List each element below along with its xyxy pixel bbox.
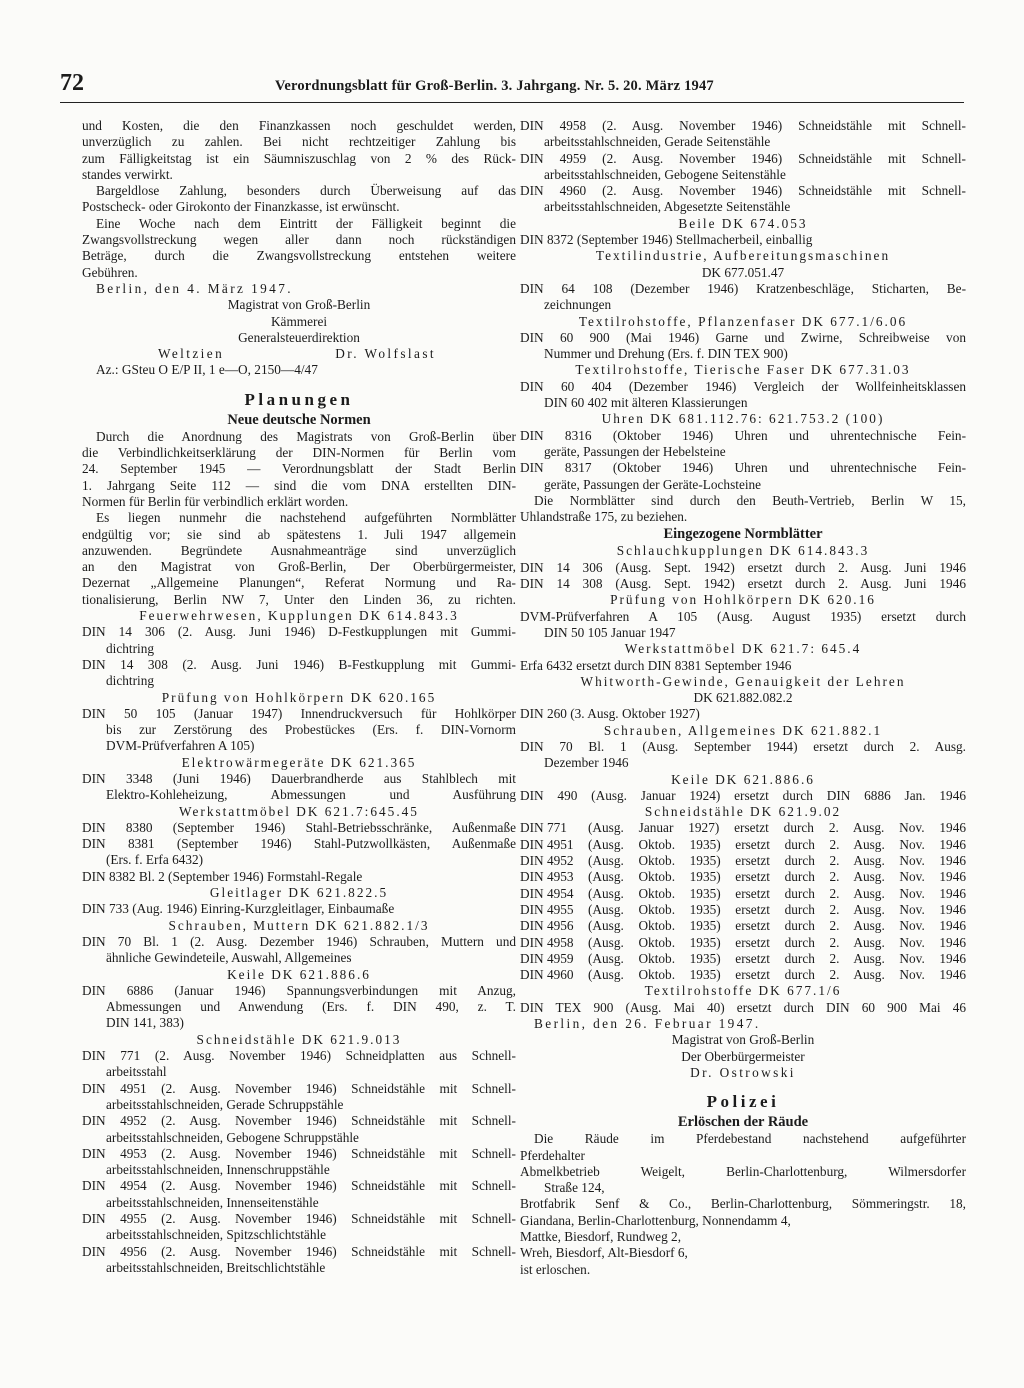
category-heading: Keile DK 621.886.6: [671, 771, 815, 787]
category-heading: Schneidstähle DK 621.9.013: [196, 1031, 402, 1047]
norm-entry: ähnliche Gewindeteile, Auswahl, Allgemeines: [106, 950, 352, 966]
withdrawn-norm-row: [520, 886, 966, 902]
norm-entry: arbeitsstahlschneiden, Innenschruppstähle: [106, 1162, 330, 1178]
norm-replacement: (Ausg. Oktob. 1935) ersetzt durch 2. Ausg. Nov. 1946: [588, 967, 966, 983]
norm-entry: dichtring: [106, 640, 155, 656]
category-heading: Feuerwehrwesen, Kupplungen DK 614.843.3: [139, 608, 459, 624]
norm-entry: arbeitsstahlschneiden, Gerade Schruppstähle: [106, 1096, 344, 1112]
section-title: Planungen: [244, 389, 354, 409]
category-heading: Schrauben, Muttern DK 621.882.1/3: [168, 917, 430, 933]
text-line: Normen für Berlin für verbindlich erklärt worden.: [82, 493, 349, 509]
category-heading: Uhren DK 681.112.76: 621.753.2 (100): [601, 411, 885, 427]
text-line: Brotfabrik Senf & Co., Berlin-Charlottenburg, Sömmeringstr. 18,: [520, 1196, 966, 1212]
norm-entry: DIN 8381 (September 1946) Stahl-Putzwollkästen, Außenmaße: [82, 836, 516, 852]
norm-entry: arbeitsstahlschneiden, Gebogene Seitenstähle: [544, 166, 786, 182]
place-date: Berlin, den 4. März 1947.: [96, 280, 294, 296]
norm-entry: Elektro-Kohleheizung, Abmessungen und Ausführung: [106, 787, 516, 803]
norm-replacement: (Ausg. Oktob. 1935) ersetzt durch 2. Ausg. Nov. 1946: [588, 934, 966, 950]
page-header: [60, 72, 964, 103]
text-line: Die Normblätter sind durch den Beuth-Vertrieb, Berlin W 15,: [534, 492, 966, 508]
text-line: Zwangsvollstreckung wegen aller dann noch rückständigen: [82, 232, 516, 248]
text-line: Eine Woche nach dem Eintritt der Fälligkeit beginnt die: [96, 215, 516, 231]
category-heading: Schlauchkupplungen DK 614.843.3: [616, 543, 870, 559]
authority-line: Der Oberbürgermeister: [681, 1048, 805, 1064]
norm-entry: arbeitsstahlschneiden, Innenseitenstähle: [106, 1194, 319, 1210]
norm-replacement: (Ausg. Oktob. 1935) ersetzt durch 2. Ausg. Nov. 1946: [588, 901, 966, 917]
category-heading: Schneidstähle DK 621.9.02: [644, 804, 842, 820]
norm-replacement: (Ausg. Oktob. 1935) ersetzt durch 2. Ausg. Nov. 1946: [588, 918, 966, 934]
text-line: tionalisierung, Berlin NW 7, Unter den Linden 36, zu richten.: [82, 591, 516, 607]
subsection-title: Neue deutsche Normen: [227, 411, 371, 428]
norm-entry: (Ers. f. Erfa 6432): [106, 852, 204, 868]
norm-entry: arbeitsstahlschneiden, Gebogene Schruppstähle: [106, 1129, 359, 1145]
norm-entry: DIN 8317 (Oktober 1946) Uhren und uhrentechnische Fein-: [520, 460, 966, 476]
withdrawn-cutter-list: [520, 820, 966, 983]
authority-line: Magistrat von Groß-Berlin: [671, 1032, 815, 1048]
text-line: Postscheck- oder Girokonto der Finanzkasse, ist erwünscht.: [82, 199, 400, 215]
withdrawn-norm-row: [520, 869, 966, 885]
norm-entry: DIN 14 308 (Ausg. Sept. 1942) ersetzt durch 2. Ausg. Juni 1946: [520, 576, 966, 592]
norm-entry: geräte, Passungen der Geräte-Lochsteine: [544, 476, 762, 492]
text-line: an den Magistrat von Groß-Berlin, Der Oberbürgermeister,: [82, 559, 516, 575]
norm-number: DIN 4956: [520, 918, 574, 934]
norm-entry: DIN 490 (Ausg. Januar 1924) ersetzt durch DIN 6886 Jan. 1946: [520, 787, 966, 803]
norm-entry: DIN 6886 (Januar 1946) Spannungsverbindungen mit Anzug,: [82, 982, 516, 998]
norm-entry: DVM-Prüfverfahren A 105 (Ausg. August 1935) ersetzt durch: [520, 608, 966, 624]
text-line: Bargeldlose Zahlung, besonders durch Überweisung auf das: [96, 183, 516, 199]
norm-entry: zeichnungen: [544, 297, 612, 313]
norm-entry: DIN 141, 383): [106, 1015, 184, 1031]
text-line: endgültig vor; sie sind ab spätestens 1. Juli 1947 allgemein: [82, 526, 516, 542]
norm-number: DIN 4960: [520, 967, 574, 983]
text-line: Gebühren.: [82, 264, 138, 280]
norm-number: DIN 4958: [520, 934, 574, 950]
norm-entry: DIN 64 108 (Dezember 1946) Kratzenbeschläge, Sticharten, Be-: [520, 280, 966, 296]
norm-entry: DIN 733 (Aug. 1946) Einring-Kurzgleitlager, Einbaumaße: [82, 901, 395, 917]
left-column: [82, 118, 516, 1276]
norm-entry: DIN 60 402 mit älteren Klassierungen: [544, 395, 748, 411]
category-heading: Beile DK 674.053: [678, 215, 808, 231]
police-section-title: Polizei: [706, 1092, 780, 1112]
norm-entry: DIN 60 404 (Dezember 1946) Vergleich der Wollfeinheitsklassen: [520, 378, 966, 394]
norm-entry: arbeitsstahlschneiden, Abgesetzte Seitenstähle: [544, 199, 791, 215]
norm-entry: DIN 4951 (2. Ausg. November 1946) Schneidstähle mit Schnell-: [82, 1080, 516, 1096]
category-heading: Textilrohstoffe, Pflanzenfaser DK 677.1/6.06: [578, 313, 908, 329]
category-heading: Whitworth-Gewinde, Genauigkeit der Lehren: [580, 673, 906, 689]
norm-entry: Abmessungen und Anwendung (Ers. f. DIN 490, z. T.: [106, 999, 516, 1015]
norm-entry: DIN 14 308 (2. Ausg. Juni 1946) B-Festkupplung mit Gummi-: [82, 656, 516, 672]
text-line: standes verwirkt.: [82, 166, 173, 182]
norm-entry: dichtring: [106, 673, 155, 689]
norm-entry: arbeitsstahlschneiden, Spitzschlichtstähle: [106, 1227, 327, 1243]
text-line: Beträge, durch die Zwangsvollstreckung entstehen weitere: [82, 248, 516, 264]
category-heading: Prüfung von Hohlkörpern DK 620.165: [161, 689, 437, 705]
norm-entry: DIN 70 Bl. 1 (Ausg. September 1944) ersetzt durch 2. Ausg.: [520, 738, 966, 754]
category-heading: Prüfung von Hohlkörpern DK 620.16: [610, 592, 876, 608]
text-line: zum Fälligkeitstag ist ein Säumniszuschlag von 2 % des Rück-: [82, 150, 516, 166]
right-column: [520, 118, 966, 1278]
norm-entry: DIN 4960 (2. Ausg. November 1946) Schneidstähle mit Schnell-: [520, 183, 966, 199]
category-heading: Textilrohstoffe DK 677.1/6: [644, 983, 842, 999]
norm-entry: DIN 4956 (2. Ausg. November 1946) Schneidstähle mit Schnell-: [82, 1243, 516, 1259]
norm-entry: arbeitsstahlschneiden, Breitschlichtstähle: [106, 1259, 326, 1275]
text-line: Dezernat „Allgemeine Planungen“, Referat Normung und Ra-: [82, 575, 516, 591]
norm-entry: DIN 14 306 (2. Ausg. Juni 1946) D-Festkupplungen mit Gummi-: [82, 624, 516, 640]
norm-replacement: (Ausg. Oktob. 1935) ersetzt durch 2. Ausg. Nov. 1946: [588, 950, 966, 966]
norm-entry: DIN 4954 (2. Ausg. November 1946) Schneidstähle mit Schnell-: [82, 1178, 516, 1194]
norm-entry: DIN 4959 (2. Ausg. November 1946) Schneidstähle mit Schnell-: [520, 150, 966, 166]
norm-entry: DIN 50 105 Januar 1947: [544, 624, 676, 640]
text-line: Durch die Anordnung des Magistrats von Groß-Berlin über: [96, 428, 516, 444]
norm-replacement: (Ausg. Oktob. 1935) ersetzt durch 2. Ausg. Nov. 1946: [588, 885, 966, 901]
norm-entry: DIN 4953 (2. Ausg. November 1946) Schneidstähle mit Schnell-: [82, 1145, 516, 1161]
withdrawn-norm-row: [520, 935, 966, 951]
norm-entry: DIN 8316 (Oktober 1946) Uhren und uhrentechnische Fein-: [520, 427, 966, 443]
category-heading: Schrauben, Allgemeines DK 621.882.1: [603, 722, 883, 738]
norm-number: DIN 4953: [520, 869, 574, 885]
norm-entry: DIN 8382 Bl. 2 (September 1946) Formstahl-Regale: [82, 868, 363, 884]
text-line: und Kosten, die den Finanzkassen noch geschuldet werden,: [82, 118, 516, 133]
text-line: Straße 124,: [544, 1180, 605, 1196]
text-line: Es liegen nunmehr die nachstehend aufgeführten Normblätter: [96, 510, 516, 526]
norm-number: DIN 4952: [520, 853, 574, 869]
withdrawn-heading: Eingezogene Normblätter: [663, 526, 823, 543]
norm-entry: arbeitsstahlschneiden, Gerade Seitenstähle: [544, 134, 771, 150]
authority-line: Generalsteuerdirektion: [238, 329, 360, 345]
norm-entry: bis zur Zerstörung des Probestückes (Ers. f. DIN-Vornorm: [106, 722, 516, 738]
withdrawn-norm-row: [520, 951, 966, 967]
norm-number: DIN 4959: [520, 950, 574, 966]
signer-left: Weltzien: [158, 346, 225, 362]
reference-number: Az.: GSteu O E/P II, 1 e—O, 2150—4/47: [96, 362, 318, 378]
withdrawn-norm-row: [520, 918, 966, 934]
text-line: 1. Jahrgang Seite 112 — sind die vom DNA erstellten DIN-: [82, 477, 516, 493]
withdrawn-norm-row: [520, 837, 966, 853]
text-line: anzuwenden. Begründete Ausnahmeanträge sind unverzüglich: [82, 542, 516, 558]
norm-entry: DIN 3348 (Juni 1946) Dauerbrandherde aus Stahlblech mit: [82, 770, 516, 786]
authority-line: Kämmerei: [270, 313, 328, 329]
category-dk: DK 677.051.47: [701, 264, 785, 280]
norm-entry: arbeitsstahl: [106, 1064, 167, 1080]
category-heading: Werkstattmöbel DK 621.7:645.45: [179, 803, 419, 819]
norm-entry: DIN 14 306 (Ausg. Sept. 1942) ersetzt durch 2. Ausg. Juni 1946: [520, 559, 966, 575]
norm-replacement: (Ausg. Oktob. 1935) ersetzt durch 2. Ausg. Nov. 1946: [588, 836, 966, 852]
text-line: Mattke, Biesdorf, Rundweg 2,: [520, 1229, 682, 1244]
norm-entry: DIN 8372 (September 1946) Stellmacherbeil, einballig: [520, 232, 813, 248]
withdrawn-norm-row: [520, 853, 966, 869]
text-line: Pferdehalter: [520, 1147, 585, 1163]
page-number: 72: [60, 70, 84, 96]
norm-entry: DIN 8380 (September 1946) Stahl-Betriebsschränke, Außenmaße: [82, 819, 516, 835]
signer-right: Dr. Wolfslast: [335, 346, 436, 362]
category-heading: Textilindustrie, Aufbereitungsmaschinen: [595, 248, 891, 264]
signer: Dr. Ostrowski: [690, 1064, 796, 1080]
withdrawn-norm-row: [520, 967, 966, 983]
norm-entry: DIN 4958 (2. Ausg. November 1946) Schneidstähle mit Schnell-: [520, 118, 966, 133]
norm-entry: DIN 60 900 (Mai 1946) Garne und Zwirne, Schreibweise von: [520, 329, 966, 345]
text-line: Die Räude im Pferdebestand nachstehend aufgeführter: [534, 1131, 966, 1147]
norm-entry: DIN 70 Bl. 1 (2. Ausg. Dezember 1946) Schrauben, Muttern und: [82, 933, 516, 949]
norm-entry: DIN 260 (3. Ausg. Oktober 1927): [520, 706, 700, 722]
norm-number: DIN 4951: [520, 836, 574, 852]
category-heading: Werkstattmöbel DK 621.7: 645.4: [624, 641, 862, 657]
norm-entry: DIN 4955 (2. Ausg. November 1946) Schneidstähle mit Schnell-: [82, 1211, 516, 1226]
norm-replacement: (Ausg. Oktob. 1935) ersetzt durch 2. Ausg. Nov. 1946: [588, 853, 966, 869]
text-line: 24. September 1945 — Verordnungsblatt der Stadt Berlin: [82, 461, 516, 477]
norm-entry: DIN 771 (2. Ausg. November 1946) Schneidplatten aus Schnell-: [82, 1048, 516, 1064]
category-heading: Keile DK 621.886.6: [227, 966, 371, 982]
norm-entry: Dezember 1946: [544, 755, 629, 771]
norm-number: DIN 771: [520, 820, 567, 836]
text-line: unverzüglich zu zahlen. Bei nicht rechtzeitiger Zahlung bis: [82, 134, 516, 150]
text-line: Abmelkbetrieb Weigelt, Berlin-Charlottenburg, Wilmersdorfer: [520, 1163, 966, 1179]
category-heading: Textilrohstoffe, Tierische Faser DK 677.31.03: [575, 362, 911, 378]
norm-entry: geräte, Passungen der Hebelsteine: [544, 443, 726, 459]
norm-entry: DIN 4952 (2. Ausg. November 1946) Schneidstähle mit Schnell-: [82, 1113, 516, 1129]
norm-number: DIN 4955: [520, 901, 574, 917]
text-line: ist erloschen.: [520, 1261, 591, 1277]
norm-entry: Erfa 6432 ersetzt durch DIN 8381 September 1946: [520, 657, 792, 673]
norm-replacement: (Ausg. Januar 1927) ersetzt durch 2. Ausg. Nov. 1946: [588, 820, 966, 836]
text-line: Wreh, Biesdorf, Alt-Biesdorf 6,: [520, 1245, 688, 1261]
category-heading: Elektrowärmegeräte DK 621.365: [181, 754, 417, 770]
category-dk: DK 621.882.082.2: [693, 690, 793, 706]
norm-entry: Nummer und Drehung (Ers. f. DIN TEX 900): [544, 346, 788, 362]
norm-entry: DIN 50 105 (Januar 1947) Innendruckversuch für Hohlkörper: [82, 705, 516, 721]
signature-line: [82, 346, 516, 362]
norm-entry: DIN TEX 900 (Ausg. Mai 40) ersetzt durch DIN 60 900 Mai 46: [520, 999, 966, 1015]
place-date: Berlin, den 26. Februar 1947.: [534, 1016, 761, 1032]
running-head: Verordnungsblatt für Groß-Berlin. 3. Jahrgang. Nr. 5. 20. März 1947: [275, 78, 714, 94]
text-line: Uhlandstraße 175, zu beziehen.: [520, 509, 688, 525]
norm-replacement: (Ausg. Oktob. 1935) ersetzt durch 2. Ausg. Nov. 1946: [588, 869, 966, 885]
category-heading: Gleitlager DK 621.822.5: [209, 885, 389, 901]
authority-line: Magistrat von Groß-Berlin: [227, 297, 371, 313]
police-subtitle: Erlöschen der Räude: [677, 1114, 809, 1131]
norm-number: DIN 4954: [520, 885, 574, 901]
withdrawn-norm-row: [520, 902, 966, 918]
text-line: die Verbindlichkeitserklärung der DIN-Normen für Berlin vom: [82, 445, 516, 461]
withdrawn-norm-row: [520, 820, 966, 836]
norm-entry: DVM-Prüfverfahren A 105): [106, 738, 255, 754]
text-line: Giandana, Berlin-Charlottenburg, Nonnendamm 4,: [520, 1212, 791, 1228]
